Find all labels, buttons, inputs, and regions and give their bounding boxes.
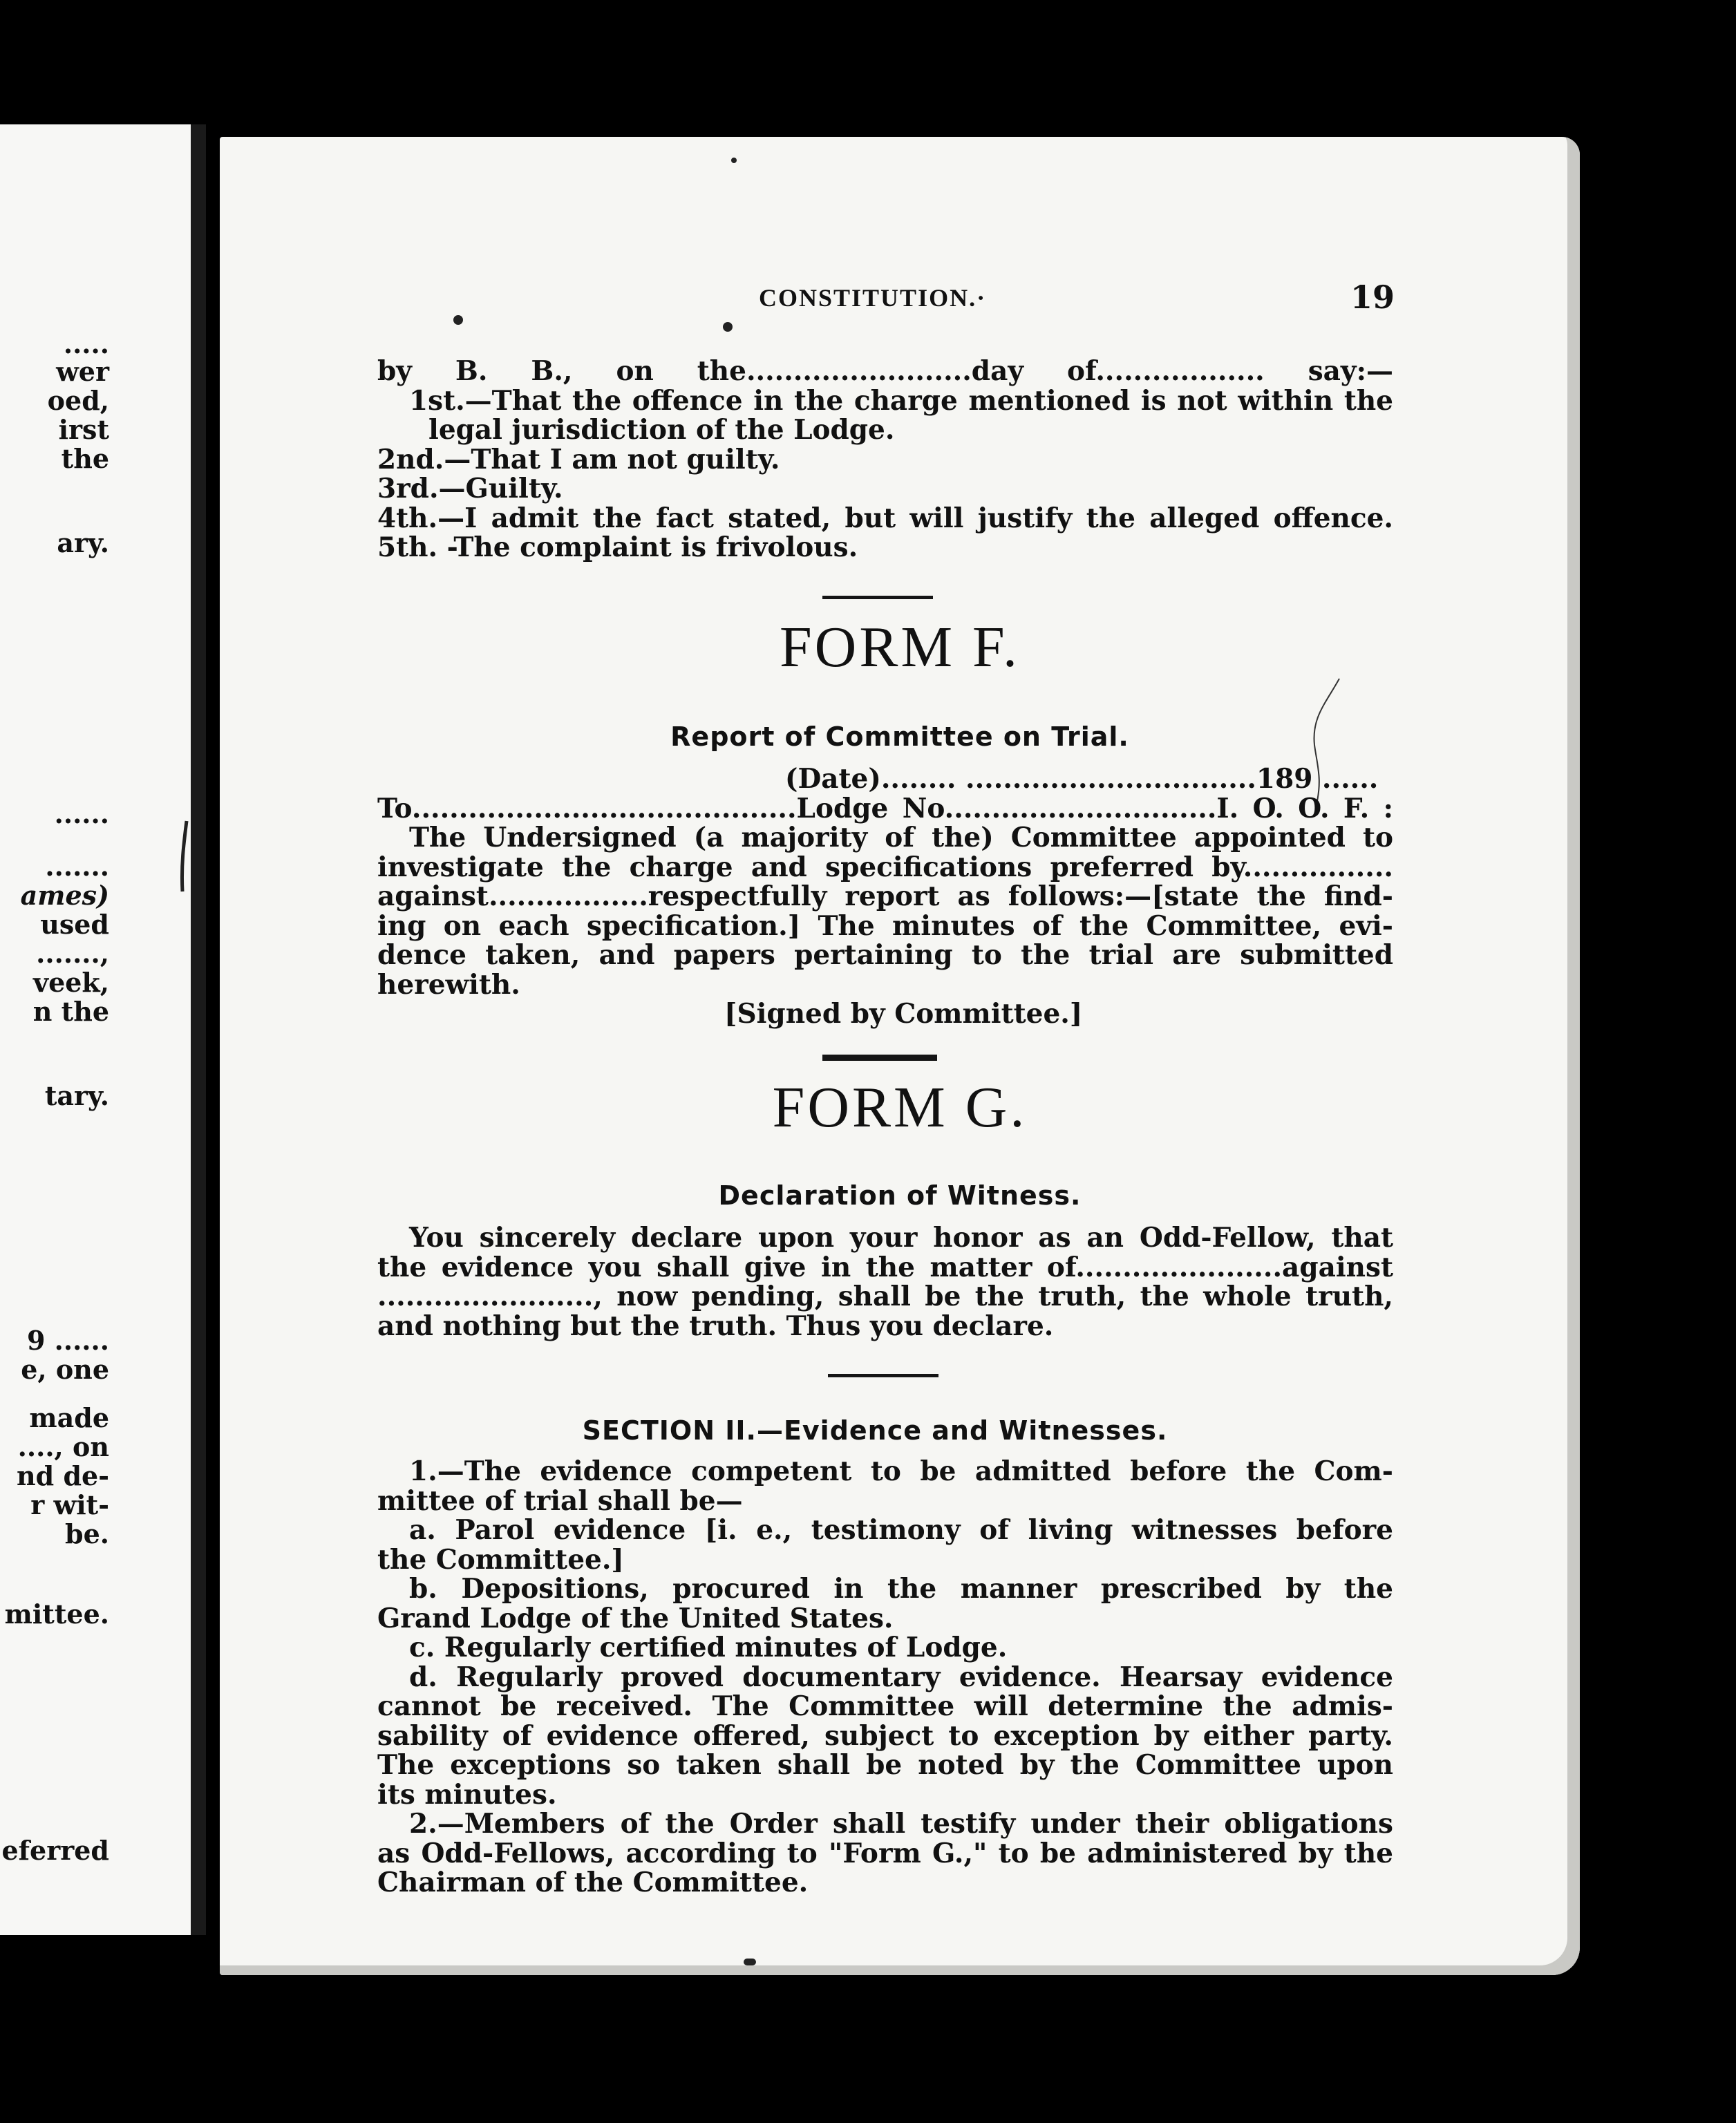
left-fragment: n the — [32, 996, 109, 1027]
left-fragment: r wit- — [30, 1489, 109, 1520]
text-line: ......................., now pending, shall be the truth, the whole truth, — [377, 1281, 1393, 1312]
text-line: You sincerely declare upon your honor as an Odd-Fellow, that — [409, 1222, 1393, 1254]
left-fragment: ary. — [57, 527, 109, 558]
pen-mark-icon — [171, 815, 199, 898]
form-f-body — [377, 764, 1393, 1029]
left-fragment: nd de- — [17, 1460, 109, 1491]
text-line: Chairman of the Committee. — [377, 1867, 809, 1898]
text-line: a. Parol evidence [i. e., testimony of living witnesses before — [409, 1514, 1393, 1546]
left-fragment: ......., — [36, 938, 109, 969]
left-fragment: ames) — [20, 880, 109, 911]
left-fragment: ..... — [63, 328, 109, 359]
form-g-subtitle: Declaration of Witness. — [718, 1180, 1082, 1211]
text-line: its minutes. — [377, 1778, 557, 1811]
text-line: legal jurisdiction of the Lodge. — [428, 414, 895, 446]
text-line: investigate the charge and specifications preferred by................ — [377, 851, 1393, 883]
text-line: 2nd.—That I am not guilty. — [377, 443, 780, 475]
left-fragment: e, one — [21, 1354, 109, 1385]
left-fragment: made — [29, 1402, 109, 1433]
section-divider — [822, 1055, 937, 1061]
left-fragment: eferred — [1, 1835, 109, 1866]
text-line: b. Depositions, procured in the manner prescribed by the — [409, 1573, 1393, 1605]
left-fragment: used — [40, 909, 109, 940]
print-speck — [453, 315, 463, 325]
text-line: The Undersigned (a majority of the) Committee appointed to — [409, 822, 1393, 853]
text-line: against.................respectfully report as follows:—[state the find- — [377, 880, 1393, 912]
text-line: ing on each specification.] The minutes of the Committee, evi- — [377, 909, 1393, 942]
print-speck — [723, 322, 733, 332]
date-line: (Date)........ ...............................189 ...... — [785, 763, 1379, 795]
text-line: sability of evidence offered, subject to exception by either party. — [377, 1719, 1393, 1752]
left-fragment: ...... — [54, 798, 109, 829]
text-line: d. Regularly proved documentary evidence. Hearsay evidence — [409, 1661, 1393, 1693]
section-ii-heading: SECTION II.—Evidence and Witnesses. — [582, 1415, 1168, 1446]
print-speck — [744, 1959, 756, 1965]
text-line: dence taken, and papers pertaining to the trial are submitted — [377, 939, 1393, 971]
text-line: 3rd.—Guilty. — [377, 473, 563, 504]
form-f-subtitle: Report of Committee on Trial. — [670, 721, 1129, 752]
text-line: as Odd-Fellows, according to "Form G.," to be administered by the — [377, 1837, 1393, 1869]
left-fragment: ...., on — [17, 1431, 109, 1462]
text-line: 4th.—I admit the fact stated, but will justify the alleged offence. — [377, 502, 1393, 534]
print-speck — [731, 158, 737, 163]
text-line: mittee of trial shall be— — [377, 1484, 743, 1517]
text-line: cannot be received. The Committee will determine the admis- — [377, 1690, 1393, 1722]
text-line: by B. B., on the........................day of.................. say:— — [377, 355, 1393, 387]
text-line: 2.—Members of the Order shall testify under their obligations — [409, 1808, 1393, 1840]
left-fragment: tary. — [44, 1080, 109, 1111]
left-fragment: ....... — [45, 851, 109, 882]
text-line: The exceptions so taken shall be noted by the Committee upon — [377, 1749, 1393, 1781]
left-fragment: be. — [65, 1518, 109, 1549]
form-f-title: FORM F. — [779, 615, 1021, 679]
text-line: the evidence you shall give in the matter of......................against — [377, 1251, 1393, 1283]
book-page — [220, 137, 1580, 1975]
text-line: the Committee.] — [377, 1543, 624, 1576]
page-number: 19 — [1350, 279, 1395, 316]
form-g-body — [377, 1223, 1393, 1341]
left-fragment: 9 ...... — [26, 1325, 109, 1356]
section-ii-body — [377, 1457, 1393, 1898]
left-fragment: irst — [58, 414, 109, 445]
left-fragment: veek, — [33, 967, 109, 998]
text-line: and nothing but the truth. Thus you declare. — [377, 1310, 1054, 1342]
signature-line: [Signed by Committee.] — [724, 998, 1083, 1030]
left-fragment: wer — [56, 356, 109, 387]
running-header: CONSTITUTION.· — [759, 284, 987, 312]
to-line: To.........................................Lodge No.............................I. O. O. F. : — [377, 792, 1393, 824]
left-facing-page — [0, 124, 206, 1935]
left-fragment: oed, — [47, 385, 109, 416]
form-g-title: FORM G. — [772, 1075, 1028, 1140]
text-line: Grand Lodge of the United States. — [377, 1602, 894, 1634]
text-line: 1st.—That the offence in the charge mentioned is not within the — [409, 384, 1393, 417]
left-fragment: mittee. — [4, 1598, 109, 1630]
text-line: herewith. — [377, 968, 520, 1001]
text-line: 5th. -The complaint is frivolous. — [377, 531, 858, 563]
text-line: c. Regularly certified minutes of Lodge. — [409, 1632, 1008, 1663]
section-divider — [822, 596, 933, 599]
plea-block — [377, 357, 1393, 563]
text-line: 1.—The evidence competent to be admitted before the Com- — [409, 1455, 1393, 1487]
section-divider — [828, 1374, 938, 1377]
left-fragment: the — [61, 443, 109, 474]
